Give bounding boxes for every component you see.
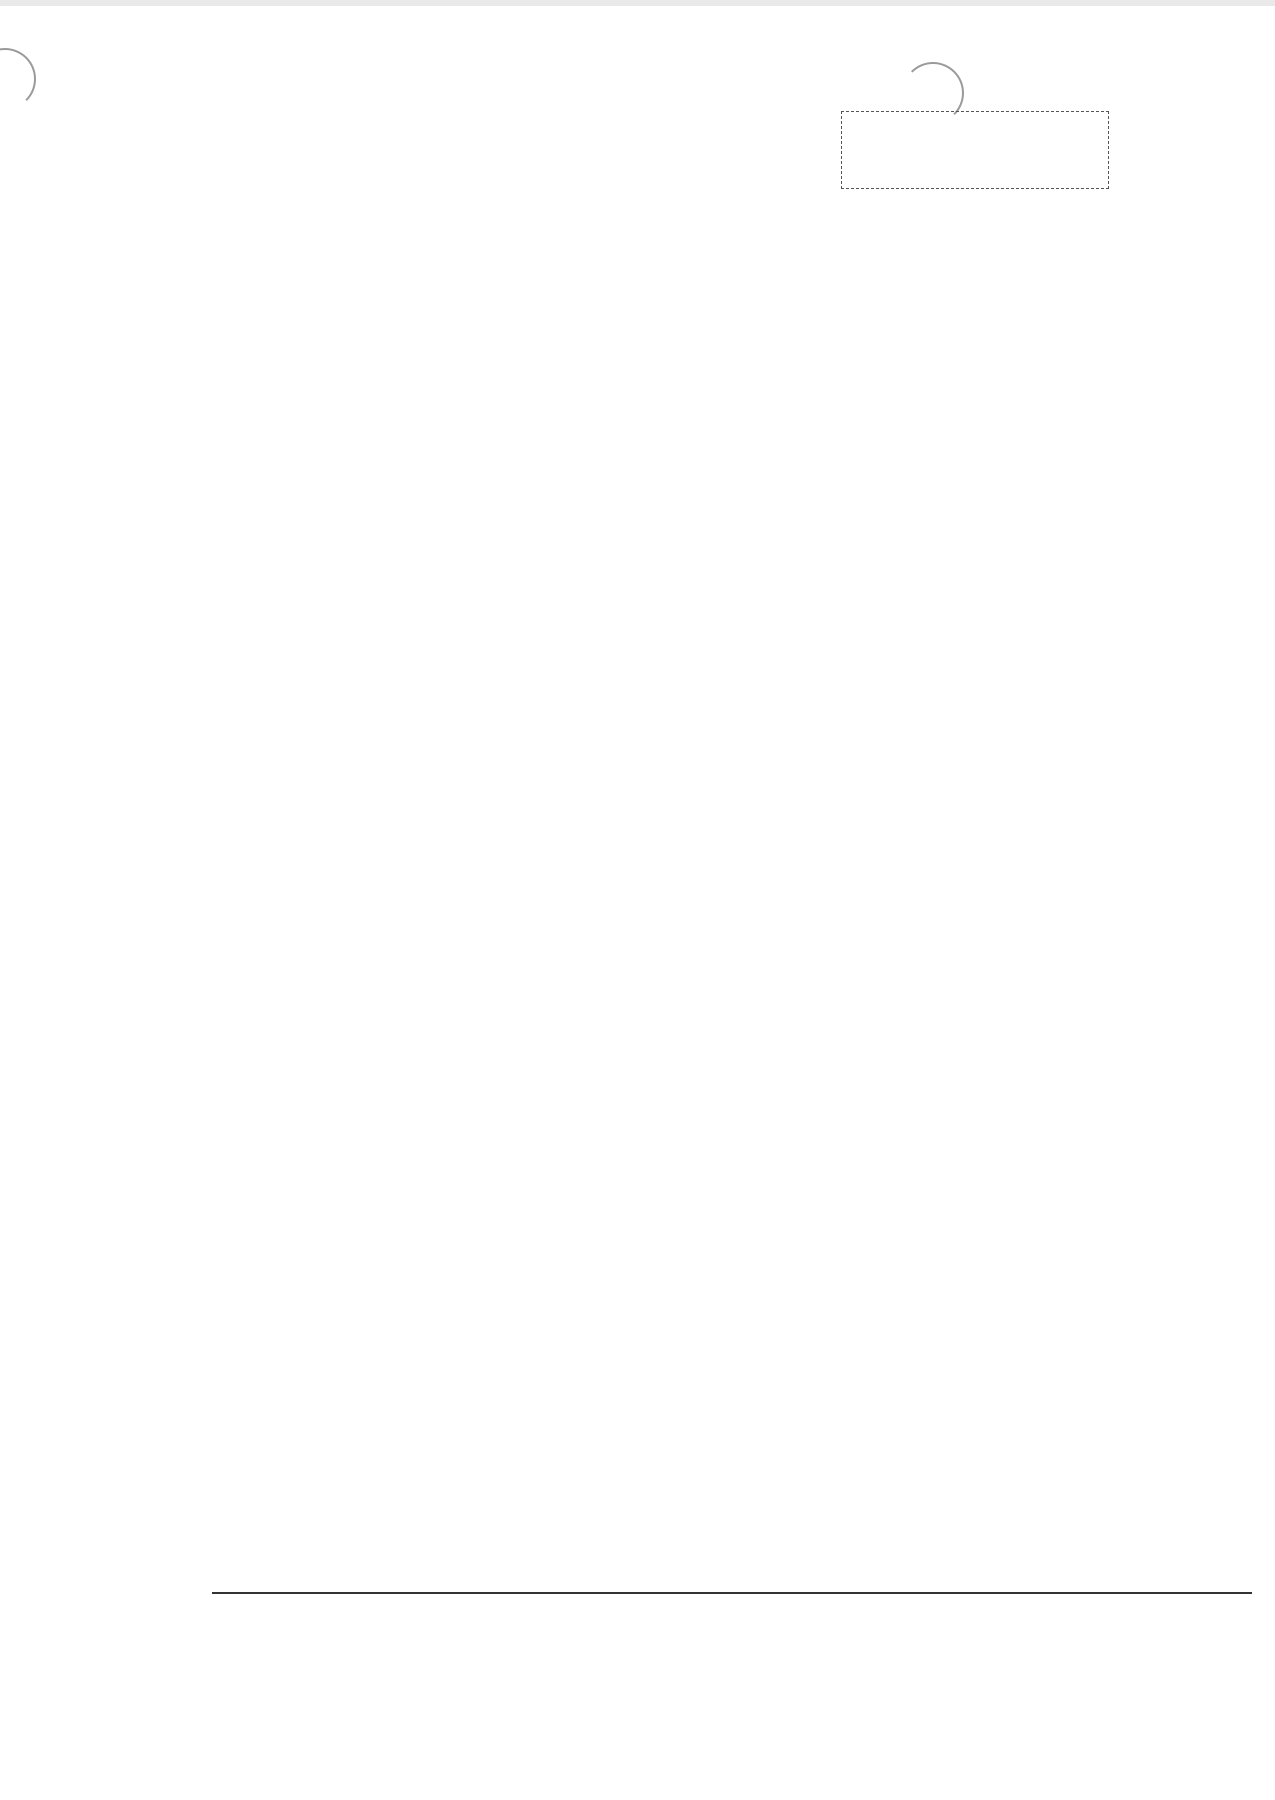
- footer-rule: [212, 1592, 1252, 1594]
